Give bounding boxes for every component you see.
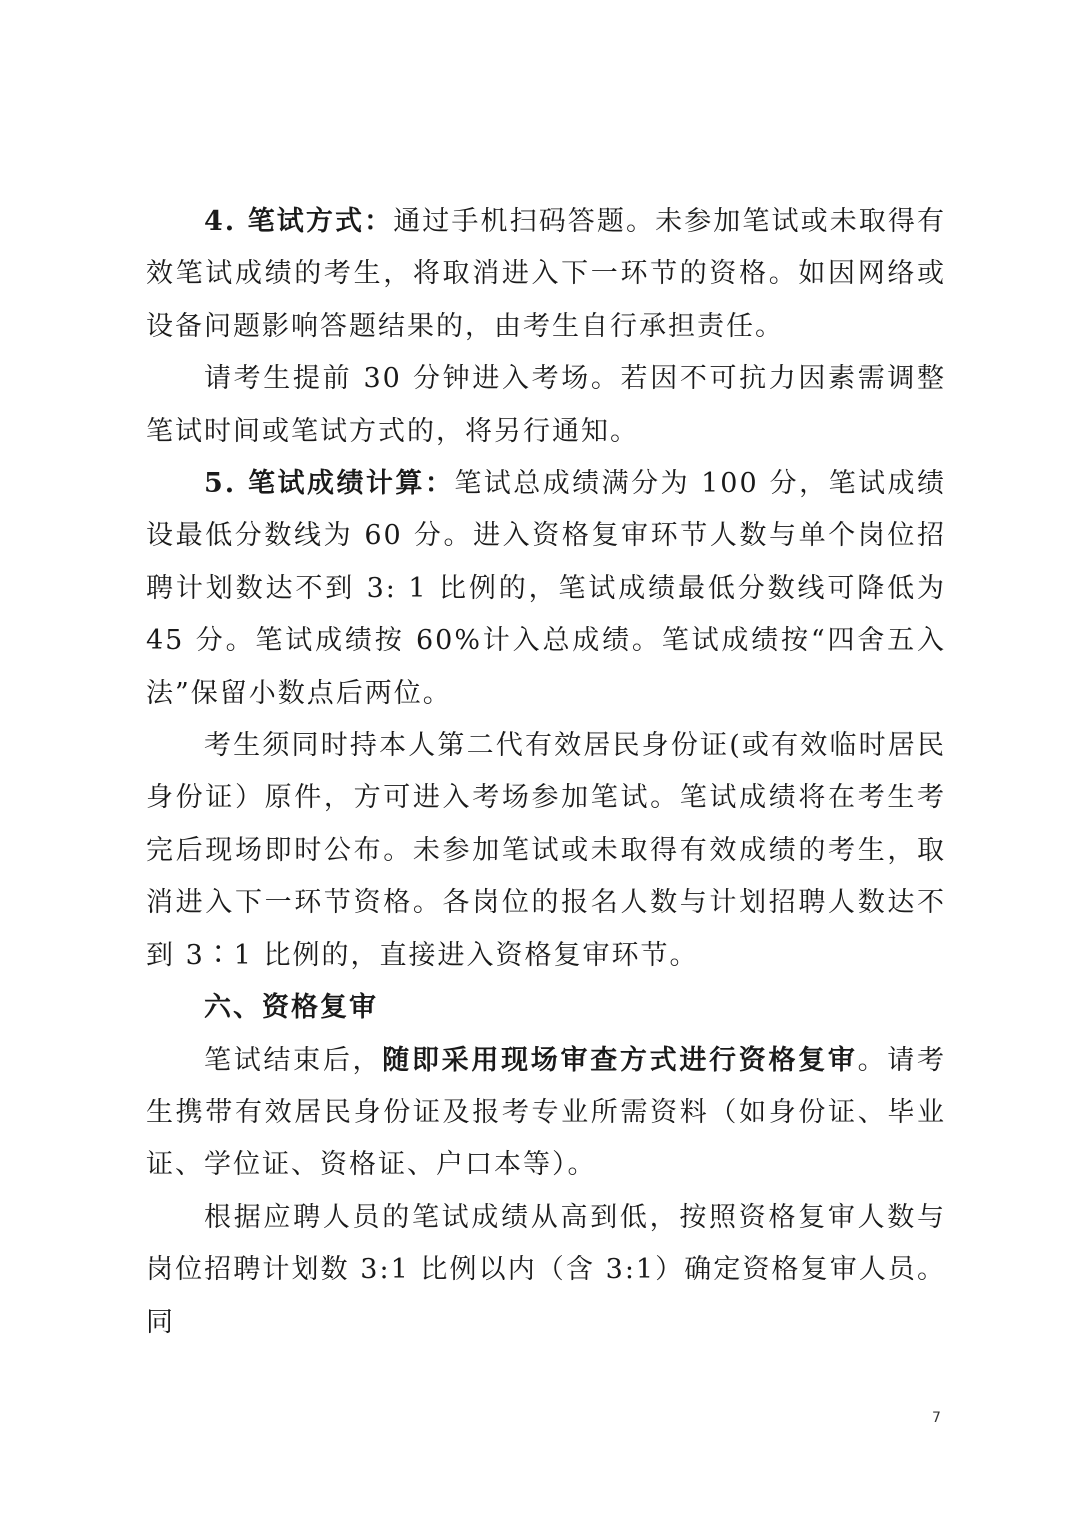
paragraph-text: 笔试结束后， [204,1044,383,1076]
paragraph-text: 通过手机扫码答题。未参加笔试或未取得有效笔试成绩的考生，将取消进入下一环节的资格。如因网络或设备问题影响答题结果的，由考生自行承担责任。 [146,206,947,342]
paragraph-score-calculation [146,458,946,720]
paragraph-lead: 4. 笔试方式： [204,206,394,237]
paragraph-text: 请考生提前 30 分钟进入考场。若因不可抗力因素需调整笔试时间或笔试方式的，将另行通知。 [146,363,946,447]
paragraph-id-requirement [146,720,946,982]
paragraph-bold-text: 随即采用现场审查方式进行资格复审 [382,1044,858,1076]
paragraph-lead: 5. 笔试成绩计算： [204,468,455,500]
paragraph-text: 。请考生携带有效居民身份证及报考专业所需资料（如身份证、毕业证、学位证、资格证、户口本等）。 [146,1044,947,1181]
section-heading: 六、资格复审 [204,992,378,1024]
paragraph-text: 根据应聘人员的笔试成绩从高到低，按照资格复审人数与岗位招聘计划数 3:1 比例以内（含 3:1）确定资格复审人员。同 [146,1201,946,1338]
page-number: 7 [932,1410,941,1426]
paragraph-written-test-method [146,196,946,353]
paragraph-review-selection [146,1192,946,1349]
paragraph-text: 笔试总成绩满分为 100 分，笔试成绩设最低分数线为 60 分。进入资格复审环节人数与单个岗位招聘计划数达不到 3: 1 比例的，笔试成绩最低分数线可降低为 45 分。笔试成绩按 60%计入总成绩。笔试成绩按“四舍五入法”保留小数点后两位。 [146,468,946,709]
page-content [146,196,946,1349]
paragraph-qualification-review [146,1035,946,1192]
paragraph-text: 考生须同时持本人第二代有效居民身份证(或有效临时居民身份证）原件，方可进入考场参加笔试。笔试成绩将在考生考完后现场即时公布。未参加笔试或未取得有效成绩的考生，取消进入下一环节资格。各岗位的报名人数与计划招聘人数达不到 3∶1 比例的，直接进入资格复审环节。 [146,730,946,971]
paragraph-arrival-notice [146,353,946,458]
